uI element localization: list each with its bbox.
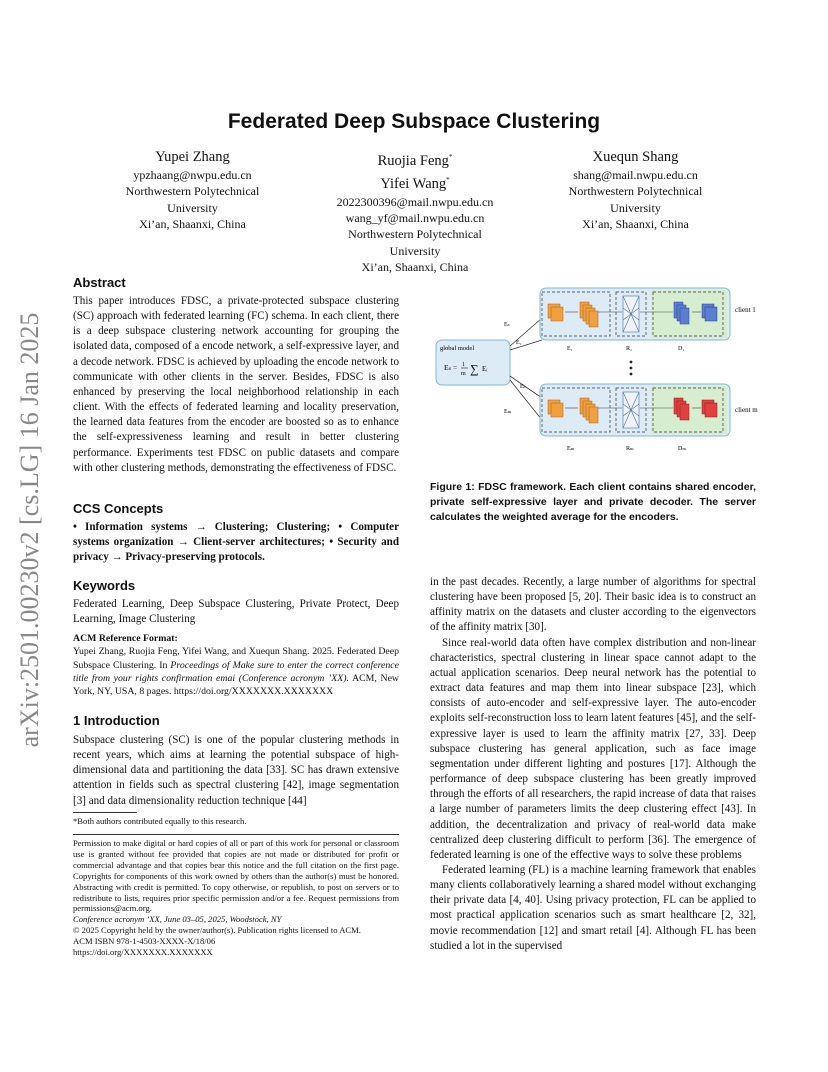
label-dm: Dₘ [678, 446, 687, 452]
arrow-label-es-2: Eₛ [520, 384, 526, 390]
author-line: Northwestern Polytechnical [568, 184, 703, 199]
author-line: Northwestern Polytechnical [348, 227, 482, 242]
arrow-label-e1: E₁ [516, 340, 522, 346]
acm-ref-heading: ACM Reference Format: [73, 633, 178, 644]
formula-denominator: m [461, 371, 466, 377]
ellipsis-dot [630, 361, 633, 364]
equal-contrib-mark: * [448, 153, 453, 161]
author-name: Yupei Zhang [155, 149, 230, 165]
ellipsis-dot [630, 373, 633, 376]
ellipsis-dot [630, 367, 633, 370]
label-em: Eₘ [567, 446, 575, 452]
ccs-text [73, 520, 399, 565]
author-line: University [389, 243, 441, 258]
abstract-body: This paper introduces FDSC, a private-protected subspace clustering (SC) approach with federated learning (FC) schema. In each client, there is a deep subspace clustering network accounting for grouping the isolated data, composed of a encode network, a self-expressive layer, and a decode network. FDSC is achieved by uploading the encode network to communicate with other clients in the server. Besides, FDSC is also enhanced by preserving the local neighborhood relationship in each client. With the effects of federated learning and locality preservation, the learned data features from the encoder are boosted so as to enhance the self-expressiveness learning and result in better clustering performance. Experiments test FDSC on public datasets and compare with other clustering methods, demonstrating the effectiveness of FDSC. [73, 295, 399, 474]
author-line: Xi’an, Shaanxi, China [361, 259, 469, 274]
formula-term: Eᵢ [482, 365, 488, 373]
client-1-label: client 1 [735, 306, 756, 314]
acm-reference [73, 632, 399, 698]
author-block-1 [95, 148, 290, 232]
formula-sum: ∑ [470, 362, 479, 376]
abstract-text [73, 294, 399, 476]
permission-text: Permission to make digital or hard copies of all or part of this work for personal or classroom use is granted without fee provided that copies are not made or distributed for profit or commercial advantage and that copies bear this notice and the full citation on the first page. Copyrights for components of this work owned by others than the author(s) must be honored. Abstracting with credit is permitted. To copy otherwise, or republish, to post on servers or to redistribute to lists, requires prior specific permission and/or a fee. Request permissions from permissions@acm.org. [73, 838, 399, 914]
intro-body: Subspace clustering (SC) is one of the popular clustering methods in recent years, which aims at learning the potential subspace of high-dimensional data and partitioning the data [33]. SC has drawn extensive attention in fields such as spectral clustering [42], image segmentation [3] and data dimensionality reduction technique [44] [73, 734, 399, 807]
ccs-heading: CCS Concepts [73, 501, 164, 516]
arxiv-id: arXiv:2501.00230v2 [cs.LG] 16 Jan 2025 [15, 312, 44, 748]
author-block-2 [315, 148, 515, 275]
acm-ref-text: Yupei Zhang, Ruojia Feng, Yifei Wang, and Xuequn Shang. 2025. Federated Deep Subspace Clustering. In [73, 646, 399, 671]
permission-block [73, 838, 399, 958]
right-column-text [430, 575, 756, 954]
arxiv-stamp [0, 290, 60, 770]
author-name: Ruojia Feng [377, 152, 449, 169]
author-block-3 [538, 148, 733, 232]
paper-title: Federated Deep Subspace Clustering [227, 110, 601, 133]
author-line: Xi’an, Shaanxi, China [582, 216, 689, 231]
right-paragraph-1: in the past decades. Recently, a large number of algorithms for spectral clustering have been proposed [5, 20]. Their basic idea is to construct an affinity matrix on the datasets and cluster according to the eigenvectors of the affinity matrix [30]. [430, 576, 756, 634]
author-line: ypzhaang@nwpu.edu.cn [133, 168, 252, 182]
author-name: Yifei Wang [380, 175, 447, 192]
author-line: shang@mail.nwpu.edu.cn [573, 168, 698, 182]
fdsc-framework-figure [430, 280, 760, 460]
right-paragraph-2: Since real-world data often have complex distribution and non-linear characteristics, spectral clustering in linear space cannot adapt to the actual application scenarios. Deep neural network has the potential to extract data features and map them into linear subspace [23], which consists of auto-encoder and self-expressive layer. The auto-encoder exploits self-reconstruction loss to learn latent features [45], and the self-expressive layer is used to learn the affinity matrix [27, 33]. Deep subspace clustering has general application, such as face image segmentation under different lighting and postures [17]. Although the performance of deep subspace clustering has been greatly improved through the efforts of all researchers, the rapid increase of data that raises a large number of parameters limits the deep clustering effect [43]. In addition, the decentralization and privacy of real-world data make centralized deep clustering difficult to perform [36]. The emergence of federated learning is one of the effective ways to solve these problems [430, 636, 756, 861]
intro-text [73, 733, 399, 809]
keywords-heading: Keywords [73, 578, 136, 593]
copyright-line: © 2025 Copyright held by the owner/author(s). Publication rights licensed to ACM. [73, 925, 361, 936]
self-expressive-m-net [623, 392, 639, 428]
doi-line: https://doi.org/XXXXXXX.XXXXXXX [73, 947, 213, 958]
acm-ref-text2: ACM, New York, NY, USA, 8 pages. https://doi.org/XXXXXXX.XXXXXXX [73, 672, 399, 698]
acm-ref-venue: Proceedings of Make sure to enter the correct conference title from your rights confirmation emai (Conference acronym ’XX). [73, 659, 400, 684]
author-line: Northwestern Polytechnical [125, 184, 260, 199]
label-d1: D₁ [678, 346, 685, 352]
abstract-heading: Abstract [73, 275, 126, 290]
intro-heading: 1 Introduction [73, 713, 160, 728]
global-model-label: global model [440, 345, 475, 352]
author-name: Xuequn Shang [592, 149, 679, 165]
author-line: 2022300396@mail.nwpu.edu.cn [336, 194, 494, 209]
footnote [73, 816, 399, 827]
permission-rule [73, 834, 399, 835]
isbn-line: ACM ISBN 978-1-4503-XXXX-X/18/06 [73, 936, 216, 947]
conference-line: Conference acronym ’XX, June 03–05, 2025, Woodstock, NY [73, 914, 282, 925]
arrow-label-es: Eₛ [504, 322, 510, 328]
arrow-label-em: Eₘ [504, 409, 512, 415]
self-expressive-1-net [623, 296, 639, 332]
figure-caption: Figure 1: FDSC framework. Each client contains shared encoder, private self-expressive layer and private decoder. The server calculates the weighted average for the encoders. [430, 481, 756, 523]
global-model-formula: Eₛ = [444, 363, 458, 372]
client-m-label: client m [735, 406, 758, 414]
label-r1: R₁ [626, 346, 633, 352]
formula-fraction: 1 [462, 362, 465, 368]
author-line: University [167, 200, 218, 215]
author-line: Xi’an, Shaanxi, China [139, 216, 246, 231]
label-rm: Rₘ [626, 446, 634, 452]
footnote-text: *Both authors contributed equally to this research. [73, 816, 247, 826]
author-line: wang_yf@mail.nwpu.edu.cn [345, 210, 485, 225]
label-e1: E₁ [567, 346, 573, 352]
keywords-body: Federated Learning, Deep Subspace Clustering, Private Protect, Deep Learning, Image Clustering [73, 598, 399, 626]
footnote-rule [73, 812, 137, 813]
author-line: University [610, 200, 661, 215]
right-paragraph-3: Federated learning (FL) is a machine learning framework that enables many clients collaboratively learning a shared model without exchanging their private data [4, 40]. Using privacy protection, FL can be applied to most practical application scenarios such as smart healthcare [2, 32], movie recommendation [12] and smart retail [4]. Although FL has been studied a lot in the supervised [430, 863, 756, 952]
ccs-body: • Information systems → Clustering; Clustering; • Computer systems organization → Client-server architectures; • Security and privacy → Privacy-preserving protocols. [73, 521, 399, 564]
keywords-text [73, 597, 399, 627]
equal-contrib-mark: * [446, 175, 450, 184]
